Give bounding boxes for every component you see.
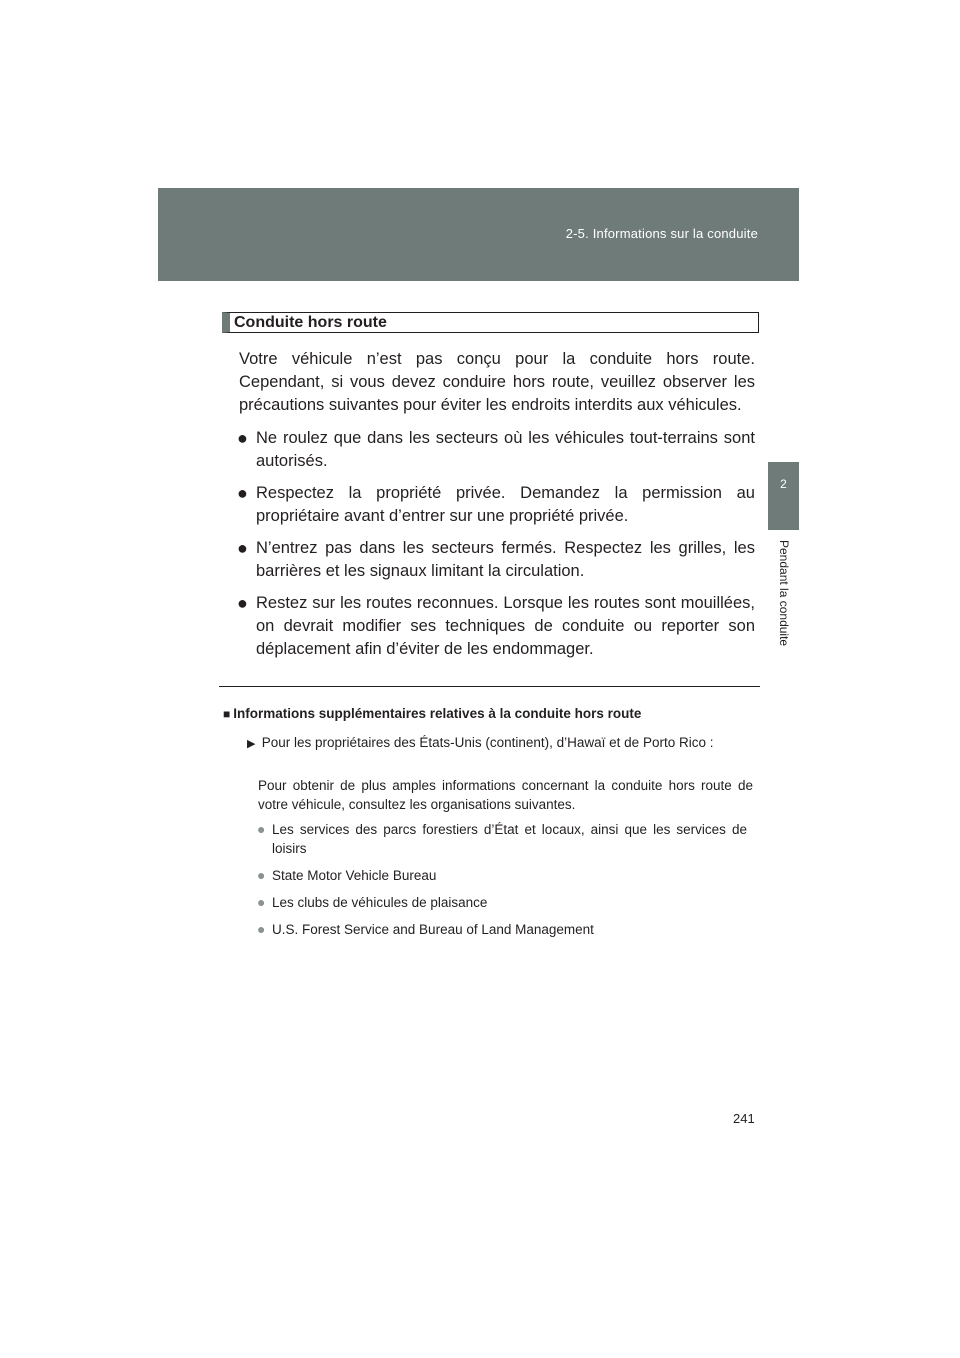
list-item: ● Restez sur les routes reconnues. Lorsque les routes sont mouillées, on devrait modifier ses techniques de conduite ou reporter son déplacement afin d’éviter de les endommager. — [237, 593, 755, 658]
bullet-icon: ● — [257, 921, 266, 937]
square-bullet-icon: ■ — [223, 707, 231, 721]
page-number: 241 — [733, 1111, 755, 1126]
bullet-icon: ● — [237, 483, 248, 503]
list-item: ● State Motor Vehicle Bureau — [257, 867, 437, 883]
header-band — [158, 188, 799, 281]
list-item: ● N’entrez pas dans les secteurs fermés. Respectez les grilles, les barrières et les signaux limitant la circulation. — [237, 538, 755, 580]
info-paragraph: Pour obtenir de plus amples informations concernant la conduite hors route de votre véhicule, consultez les organisations suivantes. — [258, 778, 753, 812]
info-heading: ■ Informations supplémentaires relatives à la conduite hors route — [223, 706, 642, 721]
list-item: ● Les services des parcs forestiers d’État et locaux, ainsi que les services de loisirs — [257, 821, 747, 856]
list-item: ● U.S. Forest Service and Bureau of Land Management — [257, 921, 594, 937]
list-item: ● Respectez la propriété privée. Demandez la permission au propriétaire avant d’entrer sur une propriété privée. — [237, 483, 755, 525]
bullet-icon: ● — [237, 428, 248, 448]
chapter-tab — [768, 462, 799, 530]
section-divider — [219, 686, 760, 687]
chapter-label: Pendant la conduite — [777, 540, 791, 647]
owners-note: ▶ Pour les propriétaires des États-Unis (continent), d’Hawaï et de Porto Rico : — [247, 734, 753, 753]
bullet-icon: ● — [237, 538, 248, 558]
intro-paragraph: Votre véhicule n’est pas conçu pour la conduite hors route. Cependant, si vous devez conduire hors route, veuillez observer les précautions suivantes pour éviter les endroits interdits aux véhicules. — [239, 350, 755, 414]
section-title: Conduite hors route — [222, 312, 759, 333]
chapter-number: 2 — [780, 477, 787, 491]
bullet-icon: ● — [257, 867, 266, 883]
section-breadcrumb: 2-5. Informations sur la conduite — [565, 226, 758, 241]
list-item: ● Les clubs de véhicules de plaisance — [257, 894, 488, 910]
bullet-icon: ● — [257, 821, 266, 837]
organization-list — [257, 820, 747, 947]
precaution-list — [237, 427, 755, 670]
arrow-right-icon: ▶ — [247, 738, 256, 750]
bullet-icon: ● — [237, 593, 248, 613]
bullet-icon: ● — [257, 894, 266, 910]
list-item: ● Ne roulez que dans les secteurs où les véhicules tout-terrains sont autorisés. — [237, 428, 755, 470]
